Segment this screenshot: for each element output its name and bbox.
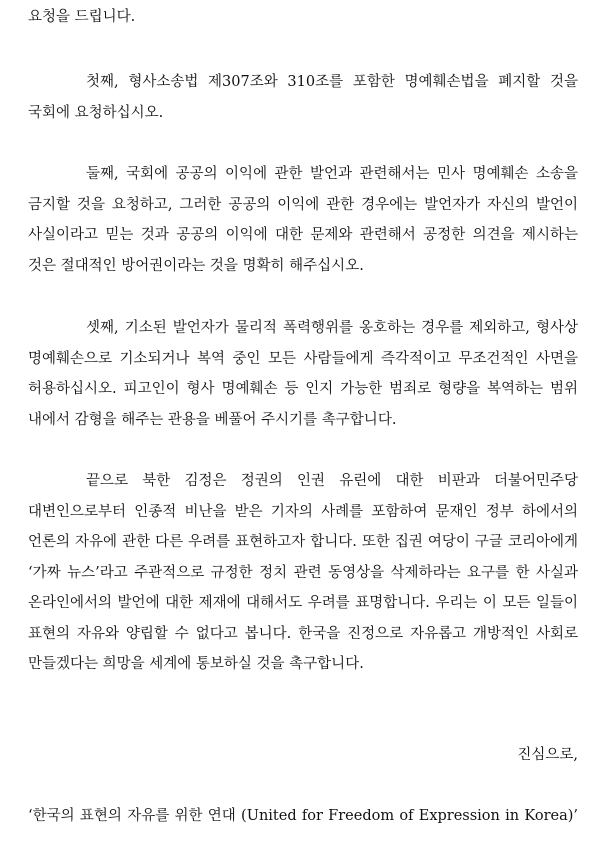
paragraph-second-request: 둘째, 국회에 공공의 이익에 관한 발언과 관련해서는 민사 명예훼손 소송을 금지할 것을 요청하고, 그러한 공공의 이익에 관한 경우에는 발언자가 자신의 발언이 사실이라고 믿는 것과 공공의 이익에 대한 문제와 관련해서 공정한 의견을 제시하는 것은 절대적인 방어권이라는 것을 명확히 해주십시오. [28, 166, 578, 274]
document-page [28, 0, 578, 848]
intro-tail-line: 요청을 드립니다. [28, 9, 136, 25]
paragraph-third-request: 셋째, 기소된 발언자가 물리적 폭력행위를 옹호하는 경우를 제외하고, 형사상 명예훼손으로 기소되거나 복역 중인 모든 사람들에게 즉각적이고 무조건적인 사면을 허용하십시오. 피고인이 형사 명예훼손 등 인지 가능한 범죄로 형량을 복역하는 범위 내에서 감형을 해주는 관용을 베풀어 주시기를 촉구합니다. [28, 320, 578, 428]
closing-salutation: 진심으로, [517, 747, 578, 763]
paragraph-final-concerns: 끝으로 북한 김정은 정권의 인권 유린에 대한 비판과 더불어민주당 대변인으로부터 인종적 비난을 받은 기자의 사례를 포함하여 문재인 정부 하에서의 언론의 자유에 관한 다른 우려를 표현하고자 합니다. 또한 집권 여당이 구글 코리아에게 ‘가짜 뉴스’라고 주관적으로 규정한 정치 관련 동영상을 삭제하라는 요구를 한 사실과 온라인에서의 발언에 대한 제재에 대해서도 우려를 표명합니다. 우리는 이 모든 일들이 표현의 자유와 양립할 수 없다고 봅니다. 한국을 진정으로 자유롭고 개방적인 사회로 만들겠다는 희망을 세계에 통보하실 것을 촉구합니다. [28, 473, 578, 672]
signature-line: ‘한국의 표현의 자유를 위한 연대 (United for Freedom of Expression in Korea)’ [28, 808, 578, 824]
paragraph-first-request: 첫째, 형사소송법 제307조와 310조를 포함한 명예훼손법을 폐지할 것을 국회에 요청하십시오. [28, 74, 578, 121]
